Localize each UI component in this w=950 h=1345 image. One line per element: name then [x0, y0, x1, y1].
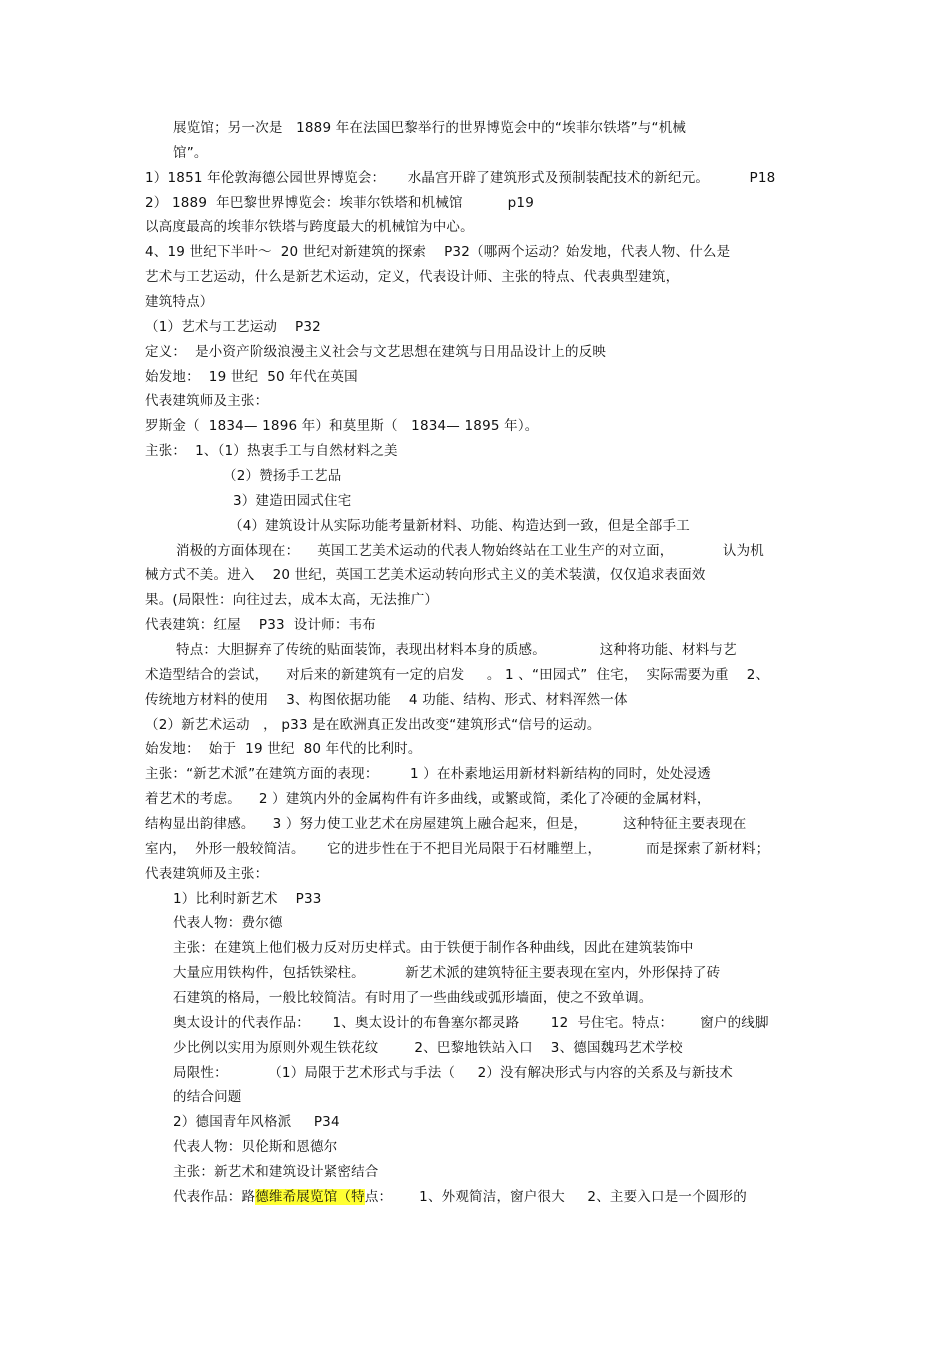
text-line: 果。(局限性：向往过去，成本太高，无法推广） [145, 592, 439, 608]
text-segment: 代表作品：路 [173, 1189, 256, 1205]
text-line: 结构显出韵律感。 3 ）努力使工业艺术在房屋建筑上融合起来，但是， 这种特征主要表现在 [145, 816, 747, 832]
text-line: 室内， 外形一般较简洁。 它的进步性在于不把目光局限于石材雕塑上， 而是探索了新材料； [145, 841, 770, 857]
text-line: 代表建筑师及主张： [145, 866, 269, 882]
text-line: 罗斯金（ 1834— 1896 年）和莫里斯（ 1834— 1895 年）。 [145, 418, 539, 434]
text-line: 奥太设计的代表作品： 1、奥太设计的布鲁塞尔都灵路 12 号住宅。特点： 窗户的线脚 [173, 1015, 769, 1031]
section-heading: （1）艺术与工艺运动 P32 [145, 319, 321, 335]
text-line: 3）建造田园式住宅 [233, 493, 352, 509]
text-line: 展览馆；另一次是 1889 年在法国巴黎举行的世界博览会中的“埃菲尔铁塔”与“机械 [173, 120, 687, 136]
text-line: 主张： 1、（1）热衷手工与自然材料之美 [145, 443, 398, 459]
text-line: 以高度最高的埃菲尔铁塔与跨度最大的机械馆为中心。 [145, 219, 474, 235]
text-line: 主张：在建筑上他们极力反对历史样式。由于铁便于制作各种曲线，因此在建筑装饰中 [173, 940, 694, 956]
text-line: 代表人物：费尔德 [173, 915, 283, 931]
text-line: 代表人物：贝伦斯和恩德尔 [173, 1139, 338, 1155]
text-line: 代表建筑：红屋 P33 设计师：韦布 [145, 617, 376, 633]
text-line: （4）建筑设计从实际功能考量新材料、功能、构造达到一致，但是全部手工 [229, 518, 690, 534]
text-line: 少比例以实用为原则外观生铁花纹 2、巴黎地铁站入口 3、德国魏玛艺术学校 [173, 1040, 683, 1056]
text-line: 大量应用铁构件，包括铁梁柱。 新艺术派的建筑特征主要表现在室内，外形保持了砖 [173, 965, 721, 981]
text-line: 消极的方面体现在： 英国工艺美术运动的代表人物始终站在工业生产的对立面， 认为机 [176, 543, 764, 559]
text-line: 艺术与工艺运动，什么是新艺术运动，定义，代表设计师、主张的特点、代表典型建筑， [145, 269, 680, 285]
text-line: 石建筑的格局，一般比较简洁。有时用了一些曲线或弧形墙面，使之不致单调。 [173, 990, 653, 1006]
text-line: 特点：大胆摒弃了传统的贴面装饰，表现出材料本身的质感。 这种将功能、材料与艺 [176, 642, 737, 658]
text-line: 局限性： （1）局限于艺术形式与手法（ 2）没有解决形式与内容的关系及与新技术 [173, 1065, 733, 1081]
text-line: 1）1851 年伦敦海德公园世界博览会： 水晶宫开辟了建筑形式及预制装配技术的新纪元。 P18 [145, 170, 776, 186]
text-line: 2）德国青年风格派 P34 [173, 1114, 340, 1130]
text-line: 主张：“新艺术派”在建筑方面的表现： 1 ）在朴素地运用新材料新结构的同时，处处浸透 [145, 766, 712, 782]
text-line: 传统地方材料的使用 3、构图依据功能 4 功能、结构、形式、材料浑然一体 [145, 692, 628, 708]
text-line: 术造型结合的尝试， 对后来的新建筑有一定的启发 。 1 、“田园式” 住宅， 实际需要为重 2、 [145, 667, 770, 683]
text-line: 4、19 世纪下半叶～ 20 世纪对新建筑的探索 P32（哪两个运动？始发地，代表人物、什么是 [145, 244, 731, 260]
text-line: 2） 1889 年巴黎世界博览会：埃菲尔铁塔和机械馆 p19 [145, 195, 534, 211]
text-line: 主张：新艺术和建筑设计紧密结合 [173, 1164, 379, 1180]
text-line: 械方式不美。进入 20 世纪，英国工艺美术运动转向形式主义的美术装潢，仅仅追求表面效 [145, 567, 706, 583]
text-line: 1）比利时新艺术 P33 [173, 891, 322, 907]
highlighted-text: 德维希展览馆（特 [255, 1189, 365, 1205]
text-line: 定义： 是小资产阶级浪漫主义社会与文艺思想在建筑与日用品设计上的反映 [145, 344, 607, 360]
text-line: 馆”。 [173, 145, 208, 161]
text-line: （2）赞扬手工艺品 [223, 468, 342, 484]
text-segment: 点： 1、外观简洁，窗户很大 2、主要入口是一个圆形的 [364, 1189, 747, 1205]
text-line: 代表建筑师及主张： [145, 393, 269, 409]
section-heading: （2）新艺术运动 ， p33 是在欧洲真正发出改变“建筑形式“信号的运动。 [145, 717, 601, 733]
text-line: 始发地： 始于 19 世纪 80 年代的比利时。 [145, 741, 422, 757]
text-line: 始发地： 19 世纪 50 年代在英国 [145, 369, 358, 385]
text-line [173, 1187, 747, 1207]
text-line: 的结合问题 [173, 1089, 242, 1105]
text-line: 建筑特点） [145, 294, 214, 310]
text-line: 着艺术的考虑。 2 ）建筑内外的金属构件有许多曲线，或繁或简，柔化了冷硬的金属材料， [145, 791, 711, 807]
